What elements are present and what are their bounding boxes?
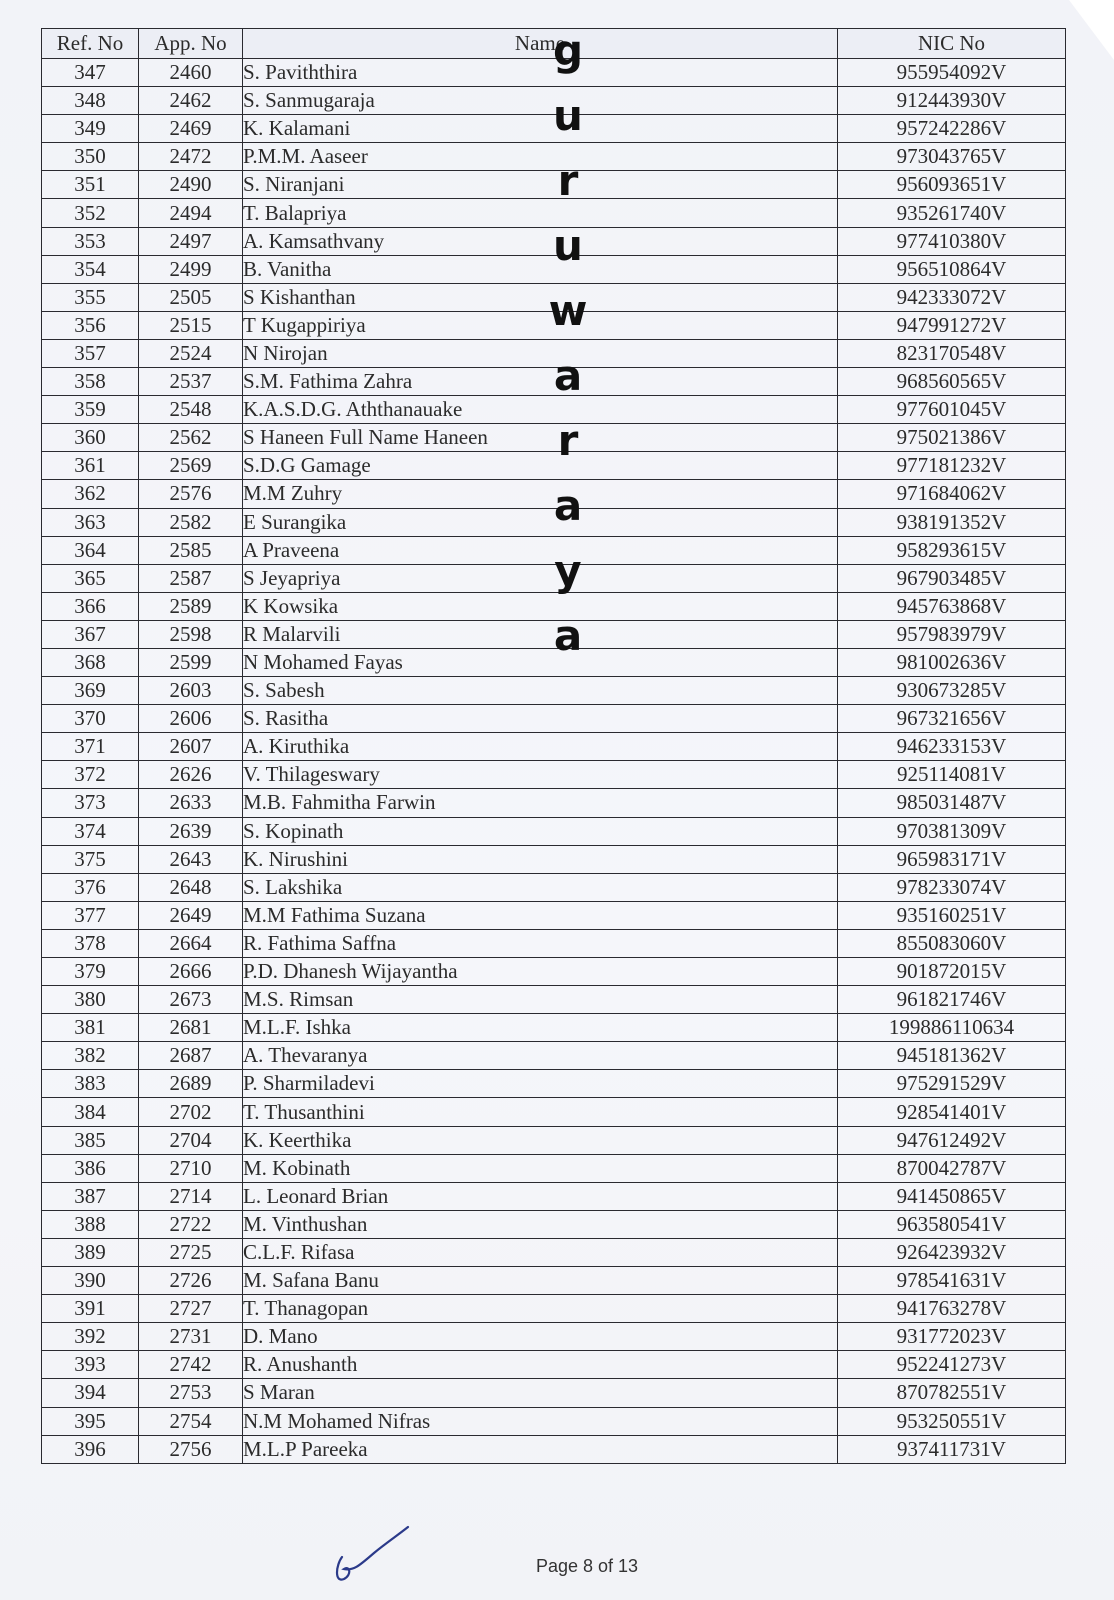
nic-no-cell: 961821746V [838,986,1066,1014]
ref-no-cell: 351 [42,171,139,199]
name-header: Name [243,29,838,59]
table-row [42,929,1066,957]
name-cell: M.L.P Pareeka [243,1435,838,1463]
nic-no-header: NIC No [838,29,1066,59]
ref-no-cell: 362 [42,480,139,508]
table-row [42,1295,1066,1323]
table-row [42,986,1066,1014]
watermark-letter: y [554,546,582,595]
table-row [42,1126,1066,1154]
name-cell: S.M. Fathima Zahra [243,368,838,396]
table-row [42,1154,1066,1182]
app-no-cell: 2603 [139,677,243,705]
name-cell: M.B. Fahmitha Farwin [243,789,838,817]
ref-no-cell: 380 [42,986,139,1014]
watermark-letter: w [548,286,588,335]
name-cell: S.D.G Gamage [243,452,838,480]
ref-no-cell: 392 [42,1323,139,1351]
app-no-cell: 2515 [139,311,243,339]
ref-no-cell: 349 [42,115,139,143]
ref-no-cell: 360 [42,424,139,452]
page-number [0,1556,1114,1577]
name-cell: N.M Mohamed Nifras [243,1407,838,1435]
nic-no-cell: 985031487V [838,789,1066,817]
name-cell: T Kugappiriya [243,311,838,339]
nic-no-cell: 870782551V [838,1379,1066,1407]
name-cell: A. Kamsathvany [243,227,838,255]
name-cell: S. Rasitha [243,705,838,733]
app-no-cell: 2462 [139,87,243,115]
ref-no-cell: 365 [42,564,139,592]
name-cell: T. Thusanthini [243,1098,838,1126]
watermark-letter: a [553,611,583,660]
nic-no-cell: 823170548V [838,339,1066,367]
app-no-cell: 2643 [139,845,243,873]
name-cell: L. Leonard Brian [243,1182,838,1210]
name-cell: R. Anushanth [243,1351,838,1379]
ref-no-cell: 379 [42,958,139,986]
ref-no-cell: 369 [42,677,139,705]
name-cell: R Malarvili [243,620,838,648]
name-cell: S. Paviththira [243,59,838,87]
name-cell: D. Mano [243,1323,838,1351]
nic-no-cell: 942333072V [838,283,1066,311]
app-no-cell: 2582 [139,508,243,536]
ref-no-cell: 355 [42,283,139,311]
name-cell: A. Kiruthika [243,733,838,761]
name-cell: A Praveena [243,536,838,564]
table-row [42,901,1066,929]
app-no-cell: 2639 [139,817,243,845]
ref-no-cell: 357 [42,339,139,367]
nic-no-cell: 957983979V [838,620,1066,648]
nic-no-cell: 912443930V [838,87,1066,115]
table-row [42,1407,1066,1435]
ref-no-cell: 348 [42,87,139,115]
table-row [42,958,1066,986]
table-row [42,1042,1066,1070]
ref-no-cell: 374 [42,817,139,845]
ref-no-cell: 353 [42,227,139,255]
nic-no-cell: 947612492V [838,1126,1066,1154]
table-row [42,789,1066,817]
nic-no-cell: 941450865V [838,1182,1066,1210]
watermark-letter: g [552,26,584,75]
app-no-cell: 2548 [139,396,243,424]
ref-no-cell: 376 [42,873,139,901]
nic-no-cell: 855083060V [838,929,1066,957]
table-row [42,1323,1066,1351]
name-cell: S Kishanthan [243,283,838,311]
nic-no-cell: 967321656V [838,705,1066,733]
watermark-letter: r [557,156,579,205]
table-row [42,1098,1066,1126]
app-no-cell: 2742 [139,1351,243,1379]
name-cell: V. Thilageswary [243,761,838,789]
nic-no-cell: 901872015V [838,958,1066,986]
ref-no-cell: 385 [42,1126,139,1154]
name-cell: P. Sharmiladevi [243,1070,838,1098]
nic-no-cell: 938191352V [838,508,1066,536]
app-no-cell: 2490 [139,171,243,199]
name-cell: M.M Zuhry [243,480,838,508]
ref-no-cell: 396 [42,1435,139,1463]
ref-no-cell: 389 [42,1238,139,1266]
app-no-cell: 2524 [139,339,243,367]
name-cell: S. Sanmugaraja [243,87,838,115]
watermark-text [548,18,588,668]
app-no-cell: 2499 [139,255,243,283]
name-cell: K. Kalamani [243,115,838,143]
nic-no-cell: 947991272V [838,311,1066,339]
app-no-cell: 2576 [139,480,243,508]
ref-no-cell: 383 [42,1070,139,1098]
app-no-cell: 2606 [139,705,243,733]
nic-no-cell: 977410380V [838,227,1066,255]
table-row [42,1379,1066,1407]
app-no-cell: 2626 [139,761,243,789]
name-cell: T. Thanagopan [243,1295,838,1323]
app-no-cell: 2562 [139,424,243,452]
nic-no-cell: 926423932V [838,1238,1066,1266]
ref-no-cell: 358 [42,368,139,396]
app-no-cell: 2607 [139,733,243,761]
ref-no-cell: 372 [42,761,139,789]
name-cell: S Haneen Full Name Haneen [243,424,838,452]
name-cell: S. Lakshika [243,873,838,901]
table-row [42,1267,1066,1295]
app-no-cell: 2585 [139,536,243,564]
ref-no-cell: 373 [42,789,139,817]
nic-no-cell: 977181232V [838,452,1066,480]
nic-no-cell: 946233153V [838,733,1066,761]
ref-no-cell: 350 [42,143,139,171]
ref-no-cell: 361 [42,452,139,480]
app-no-cell: 2599 [139,648,243,676]
nic-no-cell: 937411731V [838,1435,1066,1463]
app-no-cell: 2710 [139,1154,243,1182]
ref-no-cell: 388 [42,1210,139,1238]
name-cell: S Maran [243,1379,838,1407]
name-cell: M.L.F. Ishka [243,1014,838,1042]
app-no-cell: 2726 [139,1267,243,1295]
name-cell: S. Niranjani [243,171,838,199]
nic-no-cell: 931772023V [838,1323,1066,1351]
name-cell: C.L.F. Rifasa [243,1238,838,1266]
table-row [42,1070,1066,1098]
table-row [42,761,1066,789]
name-cell: K.A.S.D.G. Aththanauake [243,396,838,424]
ref-no-cell: 395 [42,1407,139,1435]
app-no-cell: 2649 [139,901,243,929]
ref-no-cell: 387 [42,1182,139,1210]
nic-no-cell: 928541401V [838,1098,1066,1126]
name-cell: E Surangika [243,508,838,536]
nic-no-cell: 955954092V [838,59,1066,87]
name-cell: M. Kobinath [243,1154,838,1182]
app-no-cell: 2727 [139,1295,243,1323]
app-no-cell: 2681 [139,1014,243,1042]
page-number-text: Page 8 of 13 [535,1556,639,1576]
ref-no-cell: 347 [42,59,139,87]
app-no-cell: 2648 [139,873,243,901]
nic-no-cell: 925114081V [838,761,1066,789]
nic-no-cell: 963580541V [838,1210,1066,1238]
nic-no-cell: 973043765V [838,143,1066,171]
ref-no-cell: 370 [42,705,139,733]
page-corner-fold [1069,0,1114,60]
app-no-cell: 2702 [139,1098,243,1126]
name-cell: P.M.M. Aaseer [243,143,838,171]
name-cell: K. Nirushini [243,845,838,873]
name-cell: P.D. Dhanesh Wijayantha [243,958,838,986]
table-row [42,1238,1066,1266]
nic-no-cell: 956093651V [838,171,1066,199]
app-no-cell: 2666 [139,958,243,986]
table-row [42,1210,1066,1238]
ref-no-cell: 352 [42,199,139,227]
app-no-cell: 2687 [139,1042,243,1070]
nic-no-cell: 935261740V [838,199,1066,227]
ref-no-cell: 367 [42,620,139,648]
ref-no-cell: 363 [42,508,139,536]
ref-no-cell: 382 [42,1042,139,1070]
app-no-cell: 2689 [139,1070,243,1098]
nic-no-cell: 945181362V [838,1042,1066,1070]
nic-no-cell: 953250551V [838,1407,1066,1435]
ref-no-cell: 378 [42,929,139,957]
name-cell: K Kowsika [243,592,838,620]
table-row [42,1435,1066,1463]
nic-no-cell: 199886110634 [838,1014,1066,1042]
table-row [42,873,1066,901]
watermark-letter: a [553,351,583,400]
ref-no-cell: 359 [42,396,139,424]
name-cell: A. Thevaranya [243,1042,838,1070]
ref-no-cell: 391 [42,1295,139,1323]
nic-no-cell: 978541631V [838,1267,1066,1295]
ref-no-cell: 381 [42,1014,139,1042]
name-cell: B. Vanitha [243,255,838,283]
app-no-cell: 2756 [139,1435,243,1463]
ref-no-cell: 371 [42,733,139,761]
table-row [42,1351,1066,1379]
name-cell: S. Kopinath [243,817,838,845]
app-no-cell: 2497 [139,227,243,255]
app-no-cell: 2731 [139,1323,243,1351]
watermark-letter: r [557,416,579,465]
app-no-cell: 2569 [139,452,243,480]
name-cell: M.M Fathima Suzana [243,901,838,929]
name-cell: M. Safana Banu [243,1267,838,1295]
ref-no-cell: 354 [42,255,139,283]
app-no-header: App. No [139,29,243,59]
app-no-cell: 2460 [139,59,243,87]
ref-no-cell: 393 [42,1351,139,1379]
name-cell: M.S. Rimsan [243,986,838,1014]
nic-no-cell: 945763868V [838,592,1066,620]
app-no-cell: 2664 [139,929,243,957]
app-no-cell: 2704 [139,1126,243,1154]
app-no-cell: 2725 [139,1238,243,1266]
ref-no-cell: 375 [42,845,139,873]
app-no-cell: 2537 [139,368,243,396]
ref-no-cell: 368 [42,648,139,676]
nic-no-cell: 956510864V [838,255,1066,283]
ref-no-cell: 364 [42,536,139,564]
nic-no-cell: 958293615V [838,536,1066,564]
name-cell: T. Balapriya [243,199,838,227]
nic-no-cell: 935160251V [838,901,1066,929]
nic-no-cell: 978233074V [838,873,1066,901]
ref-no-cell: 390 [42,1267,139,1295]
ref-no-cell: 356 [42,311,139,339]
name-cell: K. Keerthika [243,1126,838,1154]
app-no-cell: 2505 [139,283,243,311]
nic-no-cell: 977601045V [838,396,1066,424]
table-row [42,677,1066,705]
table-row [42,733,1066,761]
watermark-letter: u [553,91,583,140]
nic-no-cell: 975021386V [838,424,1066,452]
name-cell: N Mohamed Fayas [243,648,838,676]
nic-no-cell: 970381309V [838,817,1066,845]
table-row [42,817,1066,845]
name-cell: M. Vinthushan [243,1210,838,1238]
app-no-cell: 2633 [139,789,243,817]
nic-no-cell: 957242286V [838,115,1066,143]
app-no-cell: 2714 [139,1182,243,1210]
ref-no-cell: 377 [42,901,139,929]
app-no-cell: 2754 [139,1407,243,1435]
name-cell: S Jeyapriya [243,564,838,592]
watermark-letter: a [553,481,583,530]
table-row [42,1182,1066,1210]
table-row [42,1014,1066,1042]
app-no-cell: 2469 [139,115,243,143]
app-no-cell: 2589 [139,592,243,620]
name-cell: R. Fathima Saffna [243,929,838,957]
nic-no-cell: 941763278V [838,1295,1066,1323]
ref-no-cell: 384 [42,1098,139,1126]
table-row [42,845,1066,873]
nic-no-cell: 965983171V [838,845,1066,873]
nic-no-cell: 975291529V [838,1070,1066,1098]
app-no-cell: 2753 [139,1379,243,1407]
ref-no-cell: 394 [42,1379,139,1407]
nic-no-cell: 952241273V [838,1351,1066,1379]
ref-no-cell: 366 [42,592,139,620]
nic-no-cell: 967903485V [838,564,1066,592]
nic-no-cell: 981002636V [838,648,1066,676]
app-no-cell: 2673 [139,986,243,1014]
nic-no-cell: 968560565V [838,368,1066,396]
watermark-letter: u [553,221,583,270]
name-cell: N Nirojan [243,339,838,367]
table-row [42,705,1066,733]
app-no-cell: 2587 [139,564,243,592]
app-no-cell: 2494 [139,199,243,227]
ref-no-header: Ref. No [42,29,139,59]
nic-no-cell: 971684062V [838,480,1066,508]
nic-no-cell: 870042787V [838,1154,1066,1182]
name-cell: S. Sabesh [243,677,838,705]
nic-no-cell: 930673285V [838,677,1066,705]
app-no-cell: 2722 [139,1210,243,1238]
ref-no-cell: 386 [42,1154,139,1182]
app-no-cell: 2598 [139,620,243,648]
app-no-cell: 2472 [139,143,243,171]
